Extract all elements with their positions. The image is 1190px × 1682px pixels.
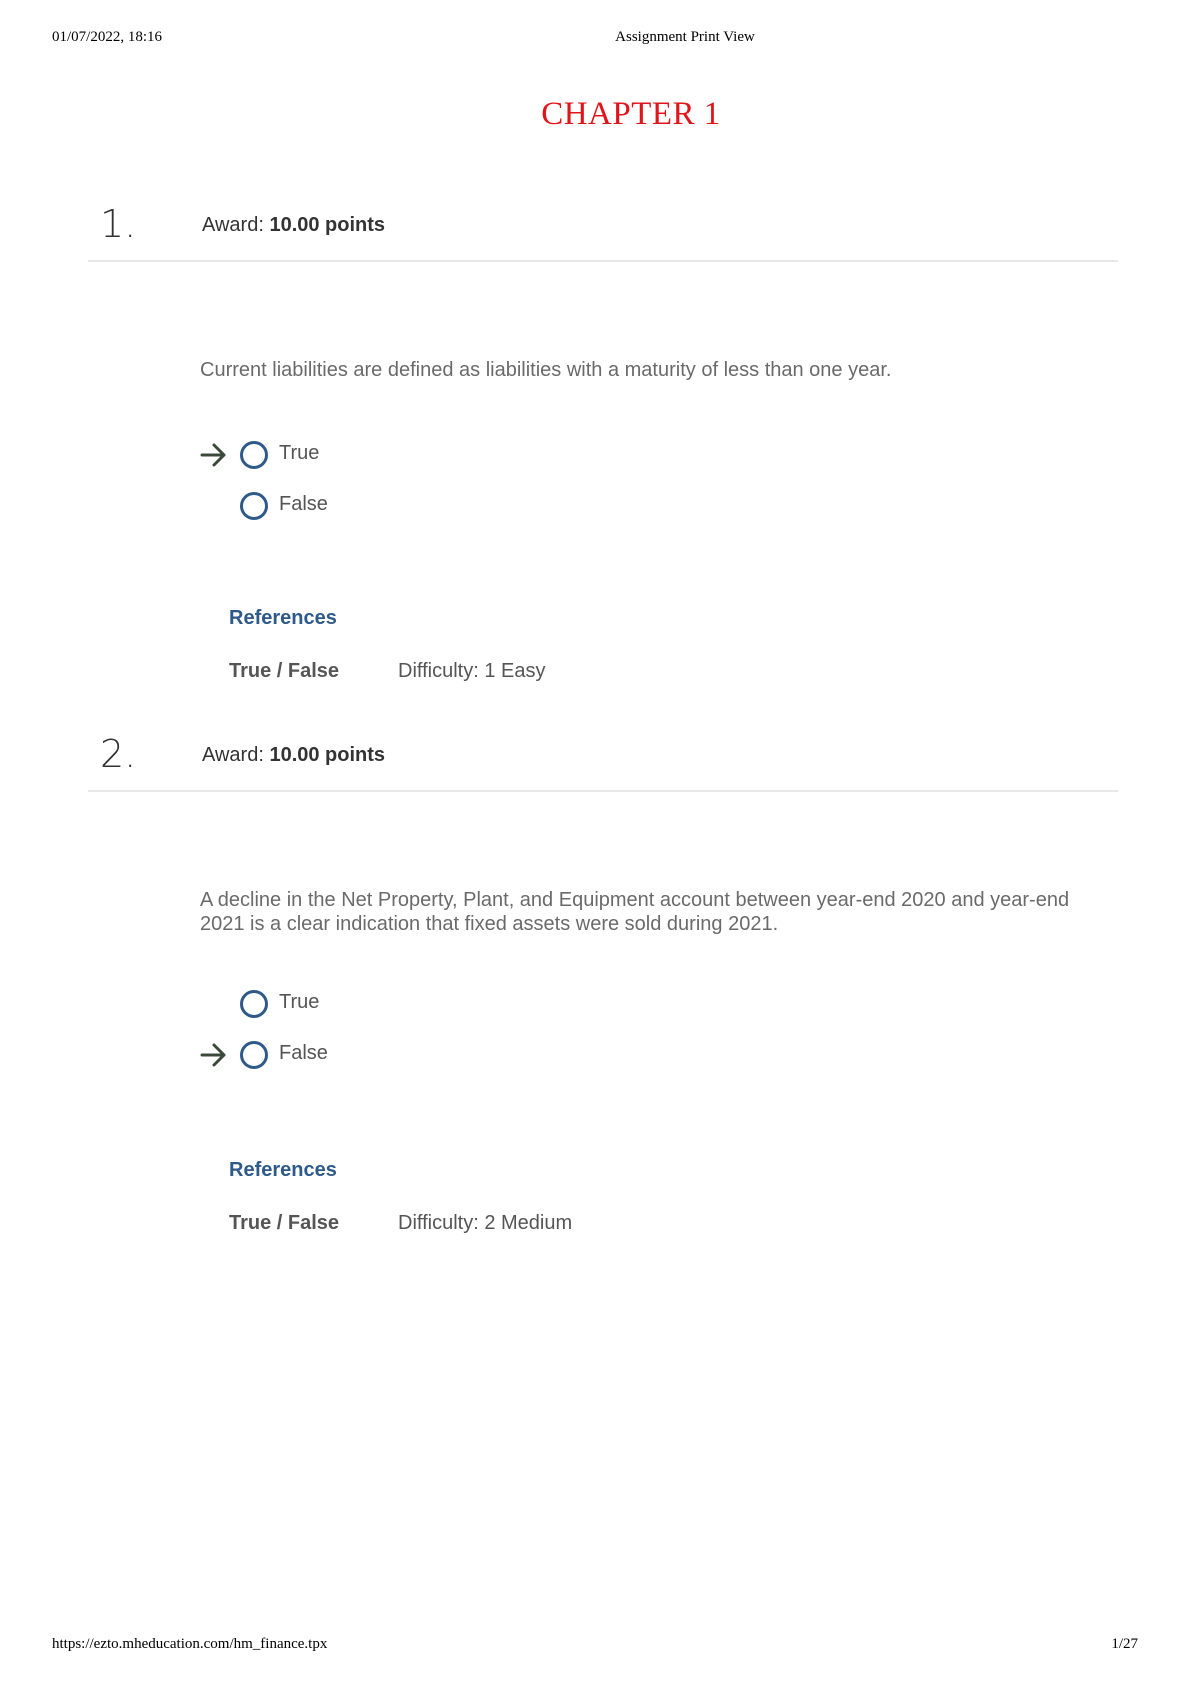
- option-false[interactable]: [200, 490, 500, 522]
- chapter-title: CHAPTER 1: [541, 96, 721, 132]
- award-value: 10.00 points: [269, 744, 386, 766]
- option-false[interactable]: [200, 1039, 500, 1071]
- print-datetime: 01/07/2022, 18:16: [52, 29, 163, 45]
- award-label: Award:: [202, 744, 264, 766]
- question-type: True / False: [229, 660, 340, 682]
- question-number: 1.: [100, 202, 137, 246]
- award-label: Award:: [202, 214, 264, 236]
- question-difficulty: Difficulty: 1 Easy: [398, 660, 546, 682]
- question-text: A decline in the Net Property, Plant, and Equipment account between year-end 2020 and year-end 2021 is a clear indication that fixed assets were sold during 2021.: [200, 889, 1070, 935]
- question-divider: [88, 260, 1118, 262]
- radio-circle-icon[interactable]: [240, 1041, 268, 1069]
- question-text: Current liabilities are defined as liabilities with a maturity of less than one year.: [200, 359, 892, 381]
- option-label: False: [279, 1042, 328, 1064]
- print-title: Assignment Print View: [615, 29, 755, 45]
- right-arrow-icon: [200, 442, 228, 468]
- radio-circle-icon[interactable]: [240, 492, 268, 520]
- award-value: 10.00 points: [269, 214, 386, 236]
- radio-circle-icon[interactable]: [240, 441, 268, 469]
- option-true[interactable]: [200, 988, 500, 1020]
- radio-circle-icon[interactable]: [240, 990, 268, 1018]
- option-true[interactable]: [200, 439, 500, 471]
- references-heading: References: [229, 1159, 337, 1181]
- page-number: 1/27: [1111, 1636, 1138, 1652]
- references-heading: References: [229, 607, 337, 629]
- question-difficulty: Difficulty: 2 Medium: [398, 1212, 573, 1234]
- question-number: 2.: [100, 732, 137, 776]
- award: [202, 744, 385, 767]
- question-divider: [88, 790, 1118, 792]
- option-label: True: [279, 442, 320, 464]
- option-label: True: [279, 991, 320, 1013]
- right-arrow-icon: [200, 1042, 228, 1068]
- option-label: False: [279, 493, 328, 515]
- award: [202, 214, 385, 237]
- question-type: True / False: [229, 1212, 340, 1234]
- print-url: https://ezto.mheducation.com/hm_finance.tpx: [52, 1636, 328, 1652]
